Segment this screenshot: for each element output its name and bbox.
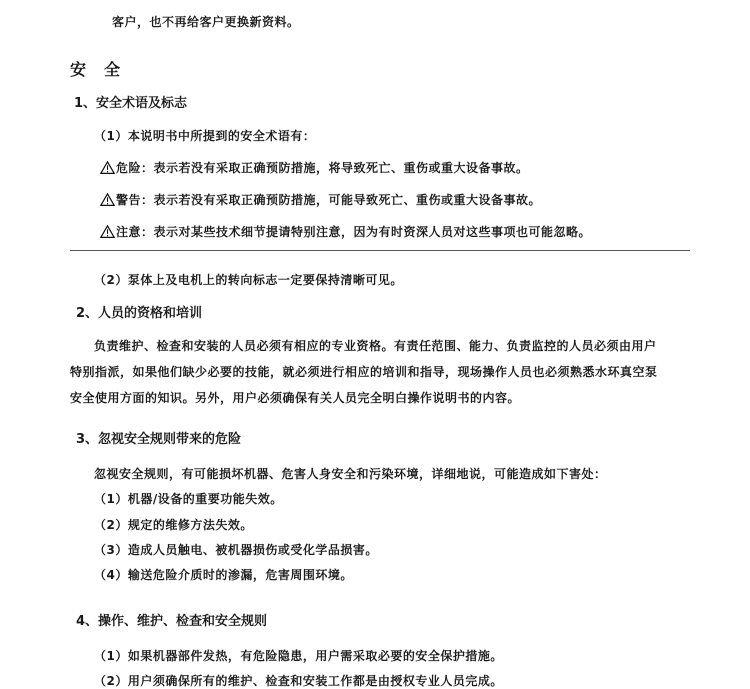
section-3-title: 3、忽视安全规则带来的危险 [76,432,242,447]
section-4-item-1: （1）如果机器部件发热，有危险隐患，用户需采取必要的安全保护措施。 [94,649,503,663]
section-1-item-2: （2）泵体上及电机上的转向标志一定要保持清晰可见。 [94,273,403,287]
section-3-item-4: （4）输送危险介质时的渗漏，危害周围环境。 [94,568,353,582]
section-2-para-line-2: 特别指派，如果他们缺少必要的技能，就必须进行相应的培训和指导，现场操作人员也必须熟悉水环真空泵 [70,365,658,379]
warning-triangle-icon [100,225,115,238]
main-heading: 安 全 [70,60,122,79]
section-3-intro: 忽视安全规则，有可能损坏机器、危害人身安全和污染环境，详细地说，可能造成如下害处： [94,467,607,481]
divider-line [70,250,690,251]
warning-term [100,192,541,208]
warning-triangle-icon [100,193,115,206]
section-3-item-3: （3）造成人员触电、被机器损伤或受化学品损害。 [94,543,378,557]
warning-text: 警告：表示若没有采取正确预防措施，可能导致死亡、重伤或重大设备事故。 [116,193,542,207]
danger-term [100,160,529,176]
danger-text: 危险：表示若没有采取正确预防措施，将导致死亡、重伤或重大设备事故。 [116,161,529,175]
section-3-item-2: （2）规定的维修方法失效。 [94,518,253,532]
section-2-para-line-1: 负责维护、检查和安装的人员必须有相应的专业资格。有责任范围、能力、负责监控的人员必须由用户 [94,339,657,353]
caution-text: 注意：表示对某些技术细节提请特别注意，因为有时资深人员对这些事项也可能忽略。 [116,225,592,239]
continuation-text: 客户，也不再给客户更换新资料。 [112,15,300,29]
section-1-title: 1、安全术语及标志 [74,96,188,111]
section-3-item-1: （1）机器/设备的重要功能失效。 [94,492,283,506]
caution-term [100,224,591,240]
section-2-para-line-3: 安全使用方面的知识。另外，用户必须确保有关人员完全明白操作说明书的内容。 [70,391,521,405]
section-2-title: 2、人员的资格和培训 [76,306,203,321]
section-1-item-1-intro: （1）本说明书中所提到的安全术语有： [94,129,316,143]
section-4-title: 4、操作、维护、检查和安全规则 [76,614,268,629]
warning-triangle-icon [100,161,115,174]
section-4-item-2: （2）用户须确保所有的维护、检查和安装工作都是由授权专业人员完成。 [94,674,503,688]
